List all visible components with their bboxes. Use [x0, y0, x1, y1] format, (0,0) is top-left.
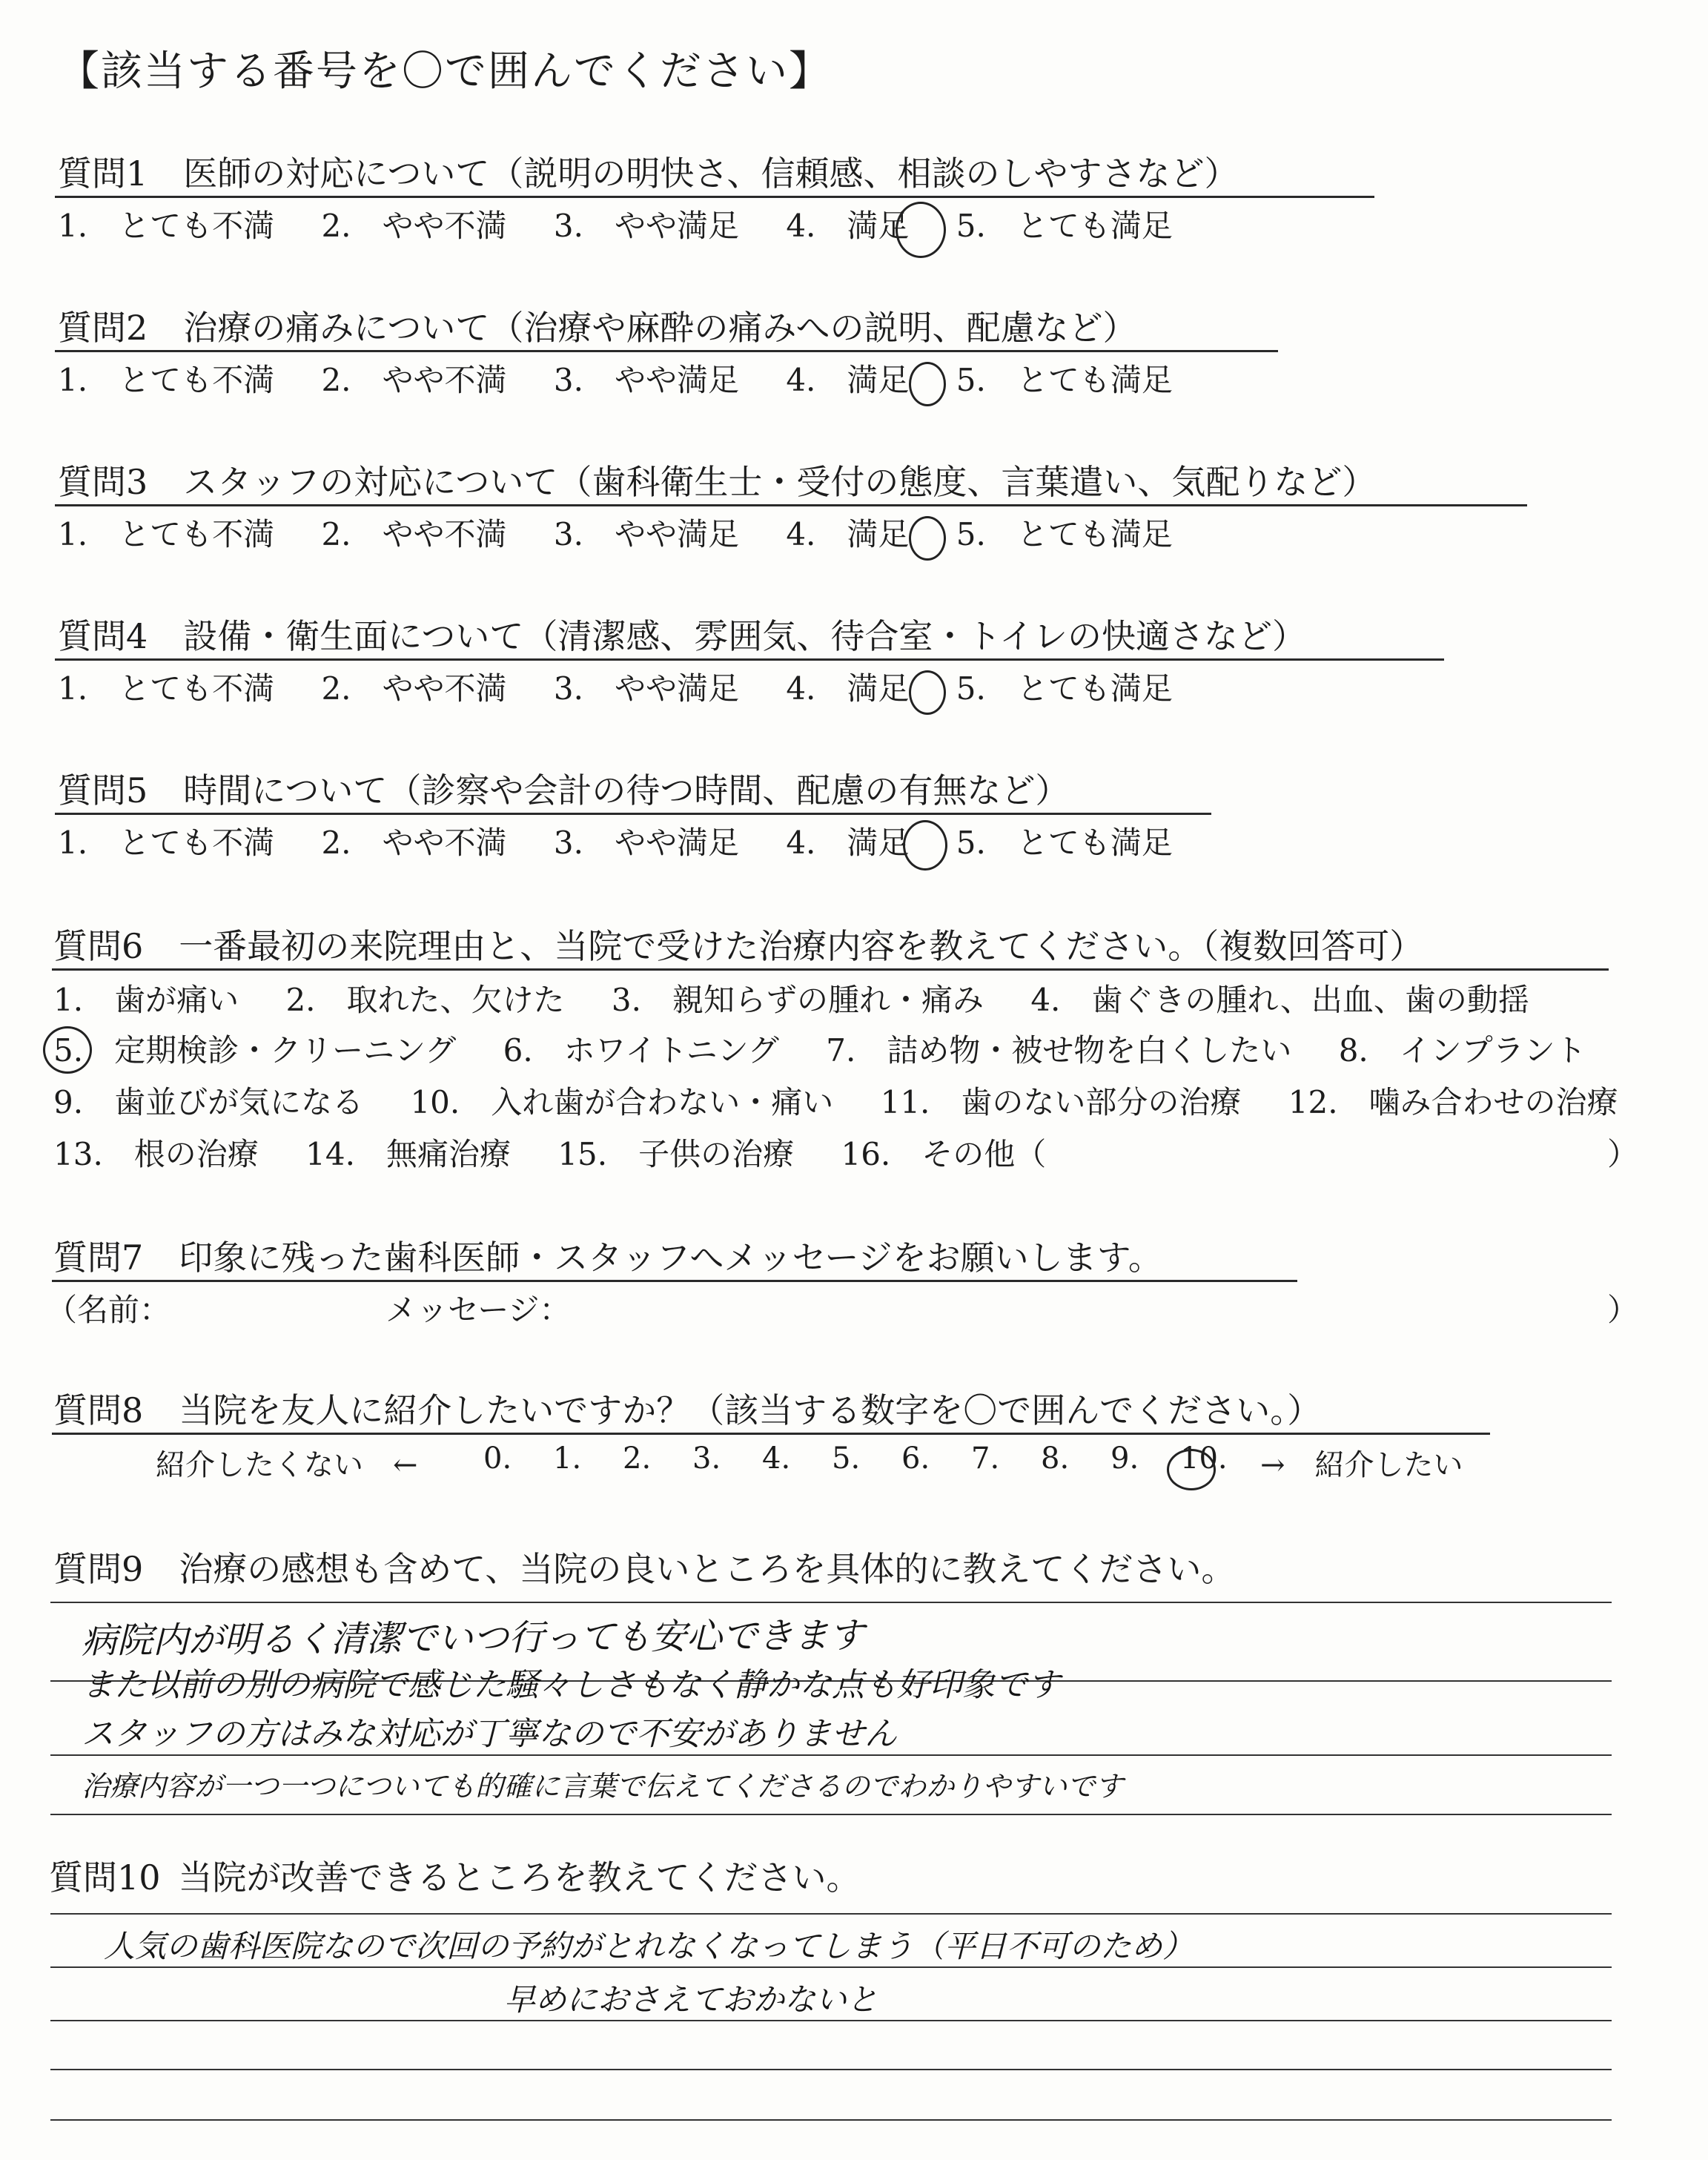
q8-selection-circle: [1167, 1449, 1216, 1490]
q10-answer-text-2: 早めにおさえておかないと: [504, 1981, 878, 2018]
q5-option-4[interactable]: 4. 満足: [786, 825, 910, 861]
question-10-text: 当院が改善できるところを教えてください。: [178, 1857, 861, 1898]
q3-option-5[interactable]: 5. とても満足: [956, 516, 1173, 552]
question-8-text: 当院を友人に紹介したいですか？（該当する数字を〇で囲んでください。）: [179, 1390, 1322, 1430]
q7-message-label: メッセージ：: [385, 1292, 571, 1328]
q9-answer-text-1: 病院内が明るく清潔でいつ行っても安心できます: [81, 1614, 865, 1662]
q2-option-5[interactable]: 5. とても満足: [956, 362, 1173, 398]
q6-row-3: [53, 1078, 1655, 1123]
q6-option-11[interactable]: 11. 歯のない部分の治療: [880, 1084, 1242, 1120]
question-3-text: スタッフの対応について（歯科衛生士・受付の態度、言葉遣い、気配りなど）: [183, 462, 1377, 502]
q2-option-1[interactable]: 1. とても不満: [58, 362, 275, 398]
question-6-number: 質問6: [53, 926, 144, 966]
q6-selection-circle: [43, 1026, 92, 1074]
question-2-number: 質問2: [58, 308, 148, 348]
question-3-title: [58, 455, 1376, 504]
q4-option-5[interactable]: 5. とても満足: [956, 670, 1173, 707]
page-header: 【該当する番号を〇で囲んでください】: [58, 47, 832, 96]
question-8-number: 質問8: [53, 1390, 144, 1430]
q6-option-7[interactable]: 7. 詰め物・被せ物を白くしたい: [826, 1032, 1292, 1069]
q1-option-1[interactable]: 1. とても不満: [58, 208, 275, 244]
q6-option-4[interactable]: 4. 歯ぐきの腫れ、出血、歯の動揺: [1030, 982, 1529, 1018]
q8-left-label: 紹介したくない ←: [156, 1448, 418, 1482]
q10-answer-line-5: [50, 2119, 1612, 2121]
question-5-options: [58, 819, 1210, 863]
q8-scale: [483, 1441, 1262, 1476]
question-4-options: [58, 664, 1210, 709]
q9-answer-line-1: [50, 1602, 1612, 1603]
question-9-number: 質問9: [53, 1549, 144, 1589]
q8-right-label: → 紹介したい: [1260, 1448, 1463, 1482]
question-10-number: 質問10: [49, 1857, 161, 1898]
question-7-text: 印象に残った歯科医師・スタッフへメッセージをお願いします。: [179, 1238, 1162, 1278]
q6-option-16[interactable]: 16. その他（: [841, 1136, 1047, 1172]
question-3-options: [58, 510, 1210, 555]
question-7-title: [53, 1231, 1162, 1280]
q4-option-2[interactable]: 2. やや不満: [321, 670, 507, 707]
q5-option-1[interactable]: 1. とても不満: [58, 825, 275, 861]
q6-option-13[interactable]: 13. 根の治療: [53, 1136, 259, 1172]
q2-option-3[interactable]: 3. やや満足: [553, 362, 739, 398]
q4-option-4[interactable]: 4. 満足: [786, 670, 910, 707]
q10-answer-line-2: [50, 1966, 1612, 1968]
question-5-text: 時間について（診察や会計の待つ時間、配慮の有無など）: [183, 770, 1070, 810]
q6-row-2: [53, 1026, 1623, 1071]
q1-option-2[interactable]: 2. やや不満: [321, 208, 507, 244]
q3-option-1[interactable]: 1. とても不満: [58, 516, 275, 552]
question-2-text: 治療の痛みについて（治療や麻酔の痛みへの説明、配慮など）: [183, 308, 1137, 348]
q6-option-3[interactable]: 3. 親知らずの腫れ・痛み: [611, 982, 984, 1018]
question-4-number: 質問4: [58, 616, 148, 656]
question-9-text: 治療の感想も含めて、当院の良いところを具体的に教えてください。: [179, 1549, 1236, 1589]
q3-option-2[interactable]: 2. やや不満: [321, 516, 507, 552]
q8-scale-5[interactable]: 5.: [832, 1441, 861, 1476]
q6-option-6[interactable]: 6. ホワイトニング: [503, 1032, 779, 1069]
question-3-number: 質問3: [58, 462, 148, 502]
q3-option-4[interactable]: 4. 満足: [786, 516, 910, 552]
q8-scale-7[interactable]: 7.: [971, 1441, 1000, 1476]
q6-option-15[interactable]: 15. 子供の治療: [557, 1136, 795, 1172]
q8-scale-0[interactable]: 0.: [483, 1441, 512, 1476]
q6-option-2[interactable]: 2. 取れた、欠けた: [285, 982, 565, 1018]
q10-answer-line-3: [50, 2020, 1612, 2021]
question-3-underline: [55, 504, 1527, 506]
q9-answer-line-4: [50, 1814, 1612, 1815]
q5-option-5[interactable]: 5. とても満足: [956, 825, 1173, 861]
q2-selection-circle: [909, 362, 946, 406]
q8-scale-3[interactable]: 3.: [692, 1441, 721, 1476]
question-5-underline: [55, 813, 1211, 815]
question-4-text: 設備・衛生面について（清潔感、雰囲気、待合室・トイレの快適さなど）: [183, 616, 1307, 656]
q5-selection-circle: [903, 820, 947, 871]
q6-option-1[interactable]: 1. 歯が痛い: [53, 982, 239, 1018]
question-4-underline: [55, 658, 1444, 661]
q6-option-9[interactable]: 9. 歯並びが気になる: [53, 1084, 364, 1120]
q6-option-8[interactable]: 8. インプラント: [1338, 1032, 1586, 1069]
q10-answer-text-1: 人気の歯科医院なので次回の予約がとれなくなってしまう（平日不可のため）: [104, 1928, 1194, 1964]
q8-scale-10[interactable]: 10.: [1180, 1441, 1228, 1476]
question-1-title: [58, 147, 1239, 196]
question-5-number: 質問5: [58, 770, 148, 810]
question-7-underline: [52, 1280, 1297, 1282]
q7-name-label: （名前：: [46, 1292, 171, 1328]
q9-answer-text-3: スタッフの方はみな対応が丁寧なので不安がありません: [82, 1715, 897, 1753]
question-8-underline: [52, 1433, 1490, 1435]
q6-option-14[interactable]: 14. 無痛治療: [305, 1136, 511, 1172]
q4-option-3[interactable]: 3. やや満足: [553, 670, 739, 707]
question-2-underline: [55, 350, 1278, 352]
q1-option-5[interactable]: 5. とても満足: [956, 208, 1173, 244]
q6-other-close-paren: ）: [1607, 1136, 1639, 1172]
q1-selection-circle: [896, 202, 946, 258]
q7-close-paren: ）: [1607, 1292, 1639, 1328]
question-6-title: [53, 919, 1423, 968]
question-2-title: [58, 301, 1136, 350]
question-6-underline: [52, 968, 1609, 971]
question-1-number: 質問1: [58, 153, 148, 194]
q3-selection-circle: [909, 516, 946, 561]
q4-selection-circle: [909, 670, 946, 715]
q6-row-4: [53, 1130, 1083, 1175]
q4-option-1[interactable]: 1. とても不満: [58, 670, 275, 707]
q8-scale-1[interactable]: 1.: [553, 1441, 582, 1476]
question-9-title: [53, 1542, 1235, 1591]
q6-option-10[interactable]: 10. 入れ歯が合わない・痛い: [410, 1084, 834, 1120]
q5-option-3[interactable]: 3. やや満足: [553, 825, 739, 861]
question-10-title: [49, 1851, 861, 1900]
question-5-title: [58, 764, 1069, 813]
q6-row-1: [53, 976, 1566, 1020]
q2-option-4[interactable]: 4. 満足: [786, 362, 910, 398]
q8-scale-9[interactable]: 9.: [1110, 1441, 1139, 1476]
q8-scale-2[interactable]: 2.: [623, 1441, 652, 1476]
q10-answer-line-1: [50, 1913, 1612, 1915]
q3-option-3[interactable]: 3. やや満足: [553, 516, 739, 552]
question-8-title: [53, 1384, 1321, 1433]
q5-option-2[interactable]: 2. やや不満: [321, 825, 507, 861]
question-1-text: 医師の対応について（説明の明快さ、信頼感、相談のしやすさなど）: [183, 153, 1239, 194]
question-1-underline: [55, 196, 1374, 198]
q9-answer-text-2: また以前の別の病院で感じた騒々しさもなく静かな点も好印象です: [82, 1666, 1060, 1704]
q2-option-2[interactable]: 2. やや不満: [321, 362, 507, 398]
question-6-text: 一番最初の来院理由と、当院で受けた治療内容を教えてください。（複数回答可）: [179, 926, 1424, 966]
q1-option-4[interactable]: 4. 満足: [786, 208, 910, 244]
q8-scale-4[interactable]: 4.: [762, 1441, 791, 1476]
q9-answer-text-4: 治療内容が一つ一つについても的確に言葉で伝えてくださるのでわかりやすいです: [82, 1770, 1124, 1803]
q1-option-3[interactable]: 3. やや満足: [553, 208, 739, 244]
question-4-title: [58, 610, 1306, 658]
q6-option-5[interactable]: 5. 定期検診・クリーニング: [53, 1032, 457, 1069]
q9-answer-line-3: [50, 1754, 1612, 1756]
question-7-number: 質問7: [53, 1238, 144, 1278]
q10-answer-line-4: [50, 2069, 1612, 2070]
q8-scale-6[interactable]: 6.: [901, 1441, 930, 1476]
q6-option-12[interactable]: 12. 噛み合わせの治療: [1288, 1084, 1618, 1120]
question-1-options: [58, 202, 1210, 246]
q8-scale-8[interactable]: 8.: [1041, 1441, 1070, 1476]
question-2-options: [58, 356, 1210, 400]
